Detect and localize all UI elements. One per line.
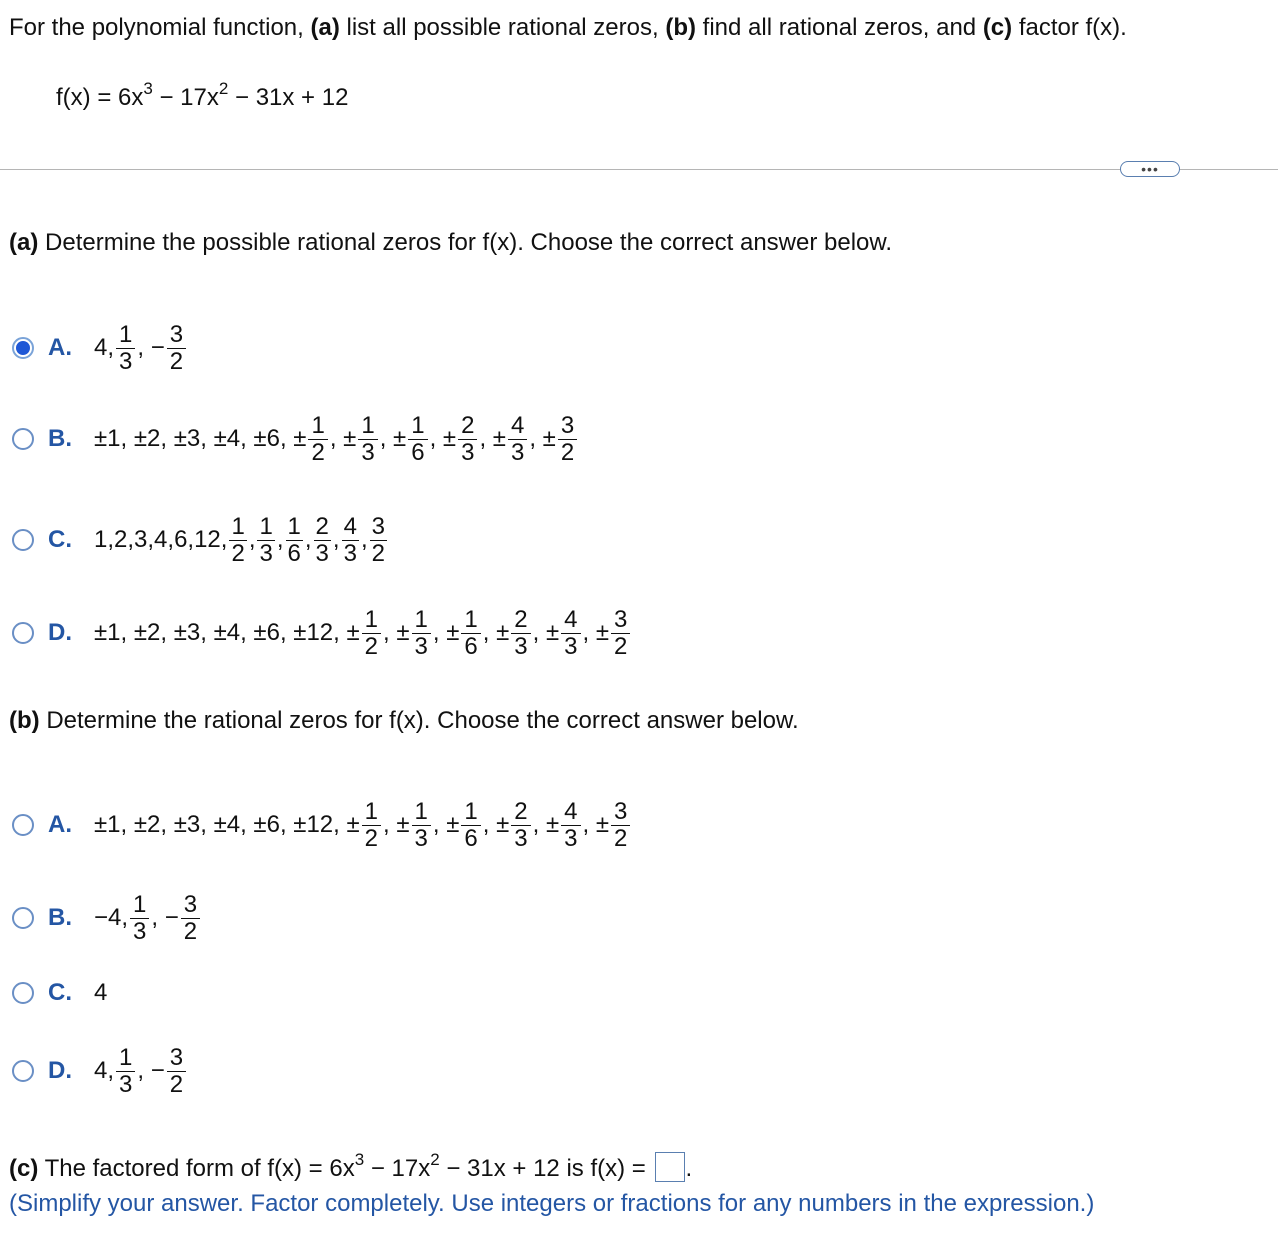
radio-unselected-icon[interactable]: [12, 622, 34, 644]
fraction-denominator: 3: [130, 918, 149, 945]
option-prefix: 4: [94, 979, 108, 1006]
fraction-denominator: 2: [231, 539, 245, 567]
option-prefix: ±1, ±2, ±3, ±4, ±6, ±: [94, 425, 307, 452]
fraction-numerator: 1: [287, 512, 301, 540]
fraction: [458, 413, 477, 466]
fraction-denominator: 6: [461, 633, 480, 660]
fraction-numerator: 4: [510, 411, 525, 439]
fraction-numerator: 3: [183, 890, 198, 918]
option-value: [94, 979, 107, 1007]
fraction-separator: , ±: [432, 619, 460, 646]
fraction-separator: , ±: [432, 811, 460, 838]
fraction-denominator: 6: [461, 825, 480, 852]
section-divider: [0, 169, 1278, 170]
option-letter: D.: [48, 1057, 72, 1084]
fraction-numerator: 1: [119, 320, 133, 348]
fraction-numerator: 3: [614, 797, 628, 825]
part-a-prompt: (a) Determine the possible rational zeros for f(x). Choose the correct answer below.: [9, 229, 893, 256]
fraction-denominator: 2: [371, 539, 385, 567]
fraction-denominator: 3: [412, 633, 431, 660]
fraction-denominator: 2: [362, 633, 381, 660]
fraction-separator: ,: [304, 526, 312, 553]
fraction-separator: , ±: [532, 811, 560, 838]
fraction-numerator: 1: [361, 411, 375, 439]
fraction-denominator: 2: [362, 825, 381, 852]
fraction-denominator: 2: [611, 633, 630, 660]
fraction: [558, 413, 577, 466]
question-intro: For the polynomial function, (a) list all possible rational zeros, (b) find all rational zeros, and (c) factor f(x).: [9, 14, 1127, 41]
radio-unselected-icon[interactable]: [12, 814, 34, 836]
fraction-numerator: 1: [411, 411, 425, 439]
option-value: [94, 514, 389, 567]
fraction-denominator: 3: [511, 633, 530, 660]
option-value: [94, 413, 579, 466]
fraction: [229, 514, 246, 567]
fraction-separator: , ±: [383, 619, 410, 646]
radio-selected-icon[interactable]: [12, 337, 34, 359]
fraction-numerator: 1: [311, 411, 325, 439]
option-letter: D.: [48, 619, 72, 646]
fraction-numerator: 4: [564, 605, 578, 633]
fraction: [412, 607, 431, 660]
fraction: [561, 799, 580, 852]
fraction: [116, 1045, 135, 1098]
fraction-separator: ,: [360, 526, 368, 553]
fraction-denominator: 3: [561, 633, 580, 660]
fraction: [511, 799, 530, 852]
option-letter: C.: [48, 979, 72, 1006]
fraction: [461, 607, 480, 660]
part-b-option-a[interactable]: [12, 795, 632, 855]
fraction: [408, 413, 427, 466]
fraction: [342, 514, 359, 567]
fraction-numerator: 3: [169, 1043, 184, 1071]
fraction: [362, 607, 381, 660]
more-options-button[interactable]: •••: [1120, 161, 1180, 177]
fraction-numerator: 1: [364, 797, 379, 825]
fraction-numerator: 1: [464, 797, 478, 825]
option-value: [94, 607, 632, 660]
option-prefix: ±1, ±2, ±3, ±4, ±6, ±12, ±: [94, 619, 360, 646]
fraction: [308, 413, 327, 466]
fraction-separator: , ±: [482, 619, 510, 646]
fraction-separator: , ±: [429, 425, 457, 452]
fraction: [286, 514, 303, 567]
fraction-denominator: 3: [116, 348, 135, 375]
fraction-denominator: 2: [181, 918, 200, 945]
fraction-numerator: 1: [133, 890, 147, 918]
fraction-denominator: 3: [343, 539, 357, 567]
fraction-denominator: 6: [408, 439, 427, 466]
fraction-separator: , −: [151, 904, 179, 931]
option-letter: A.: [48, 334, 72, 361]
fraction-denominator: 3: [508, 439, 527, 466]
option-value: [94, 1045, 188, 1098]
fraction: [611, 607, 630, 660]
fraction: [314, 514, 331, 567]
fraction: [257, 514, 274, 567]
factored-form-answer-input[interactable]: [655, 1152, 685, 1182]
fraction-denominator: 3: [458, 439, 477, 466]
radio-unselected-icon[interactable]: [12, 907, 34, 929]
fraction: [116, 322, 135, 375]
option-letter: B.: [48, 425, 72, 452]
option-value: [94, 322, 188, 375]
option-value: [94, 892, 202, 945]
option-letter: C.: [48, 526, 72, 553]
fraction-denominator: 2: [611, 825, 630, 852]
fraction-numerator: 3: [560, 411, 575, 439]
radio-unselected-icon[interactable]: [12, 1060, 34, 1082]
option-prefix: 4,: [94, 334, 115, 361]
fraction: [181, 892, 200, 945]
radio-unselected-icon[interactable]: [12, 982, 34, 1004]
option-prefix: 1,2,3,4,6,12,: [94, 526, 228, 553]
function-definition: $f(x) = 6x^3 - 17x^2 - 31x + 12$: [56, 79, 349, 111]
fraction-numerator: 2: [514, 797, 528, 825]
fraction: [511, 607, 530, 660]
fraction-separator: , ±: [529, 425, 556, 452]
fraction-numerator: 1: [119, 1043, 133, 1071]
fraction-denominator: 2: [167, 348, 186, 375]
part-a-option-d[interactable]: [12, 603, 632, 663]
fraction-separator: , ±: [329, 425, 357, 452]
fraction: [167, 322, 186, 375]
fraction-numerator: 1: [414, 797, 428, 825]
fraction: [561, 607, 580, 660]
fraction-denominator: 2: [167, 1071, 186, 1098]
fraction-separator: , ±: [582, 811, 610, 838]
fraction-separator: , −: [137, 334, 165, 361]
part-b-prompt: (b) Determine the rational zeros for f(x). Choose the correct answer below.: [9, 707, 799, 734]
fraction-denominator: 6: [287, 539, 301, 567]
fraction-denominator: 3: [116, 1071, 135, 1098]
fraction-denominator: 3: [315, 539, 329, 567]
fraction-denominator: 2: [308, 439, 327, 466]
fraction-separator: , ±: [383, 811, 410, 838]
fraction-numerator: 3: [169, 320, 184, 348]
fraction-separator: , ±: [479, 425, 506, 452]
fraction-numerator: 1: [414, 605, 428, 633]
fraction: [358, 413, 377, 466]
fraction-separator: ,: [332, 526, 340, 553]
radio-unselected-icon[interactable]: [12, 428, 34, 450]
part-b-option-c[interactable]: [12, 963, 107, 1023]
fraction-separator: , −: [137, 1057, 165, 1084]
fraction-separator: , ±: [582, 619, 610, 646]
part-c-prompt: (c) The factored form of $f(x) = 6x^3 - 17x^2 - 31x + 12$ is f(x) = .: [9, 1150, 693, 1182]
fraction: [412, 799, 431, 852]
fraction-denominator: 2: [558, 439, 577, 466]
option-value: [94, 799, 632, 852]
fraction-separator: ,: [248, 526, 256, 553]
fraction-numerator: 3: [371, 512, 385, 540]
fraction-numerator: 1: [364, 605, 379, 633]
part-a-option-c[interactable]: [12, 510, 389, 570]
fraction-numerator: 2: [514, 605, 528, 633]
fraction: [130, 892, 149, 945]
option-prefix: 4,: [94, 1057, 115, 1084]
fraction: [362, 799, 381, 852]
fraction-denominator: 3: [511, 825, 530, 852]
fraction-separator: ,: [276, 526, 284, 553]
part-a-option-a[interactable]: [12, 318, 188, 378]
fraction: [461, 799, 480, 852]
option-prefix: −4,: [94, 904, 129, 931]
fraction: [508, 413, 527, 466]
fraction-numerator: 2: [461, 411, 475, 439]
fraction: [611, 799, 630, 852]
fraction-denominator: 3: [412, 825, 431, 852]
part-b-option-b[interactable]: [12, 888, 202, 948]
fraction-numerator: 4: [564, 797, 578, 825]
option-letter: A.: [48, 811, 72, 838]
fraction: [167, 1045, 186, 1098]
option-letter: B.: [48, 904, 72, 931]
fraction-denominator: 3: [259, 539, 273, 567]
fraction-numerator: 1: [259, 512, 273, 540]
fraction-separator: , ±: [379, 425, 407, 452]
fraction: [370, 514, 387, 567]
radio-dot-icon: [16, 341, 30, 355]
part-a-option-b[interactable]: [12, 409, 579, 469]
fraction-numerator: 3: [614, 605, 628, 633]
fraction-separator: , ±: [532, 619, 560, 646]
fraction-denominator: 3: [358, 439, 377, 466]
fraction-numerator: 1: [231, 512, 245, 540]
fraction-numerator: 2: [315, 512, 329, 540]
fraction-numerator: 1: [464, 605, 478, 633]
part-c-instructions: (Simplify your answer. Factor completely. Use integers or fractions for any numbers in the expression.): [9, 1190, 1095, 1217]
fraction-denominator: 3: [561, 825, 580, 852]
part-b-option-d[interactable]: [12, 1041, 188, 1101]
fraction-numerator: 4: [343, 512, 357, 540]
radio-unselected-icon[interactable]: [12, 529, 34, 551]
option-prefix: ±1, ±2, ±3, ±4, ±6, ±12, ±: [94, 811, 360, 838]
fraction-separator: , ±: [482, 811, 510, 838]
